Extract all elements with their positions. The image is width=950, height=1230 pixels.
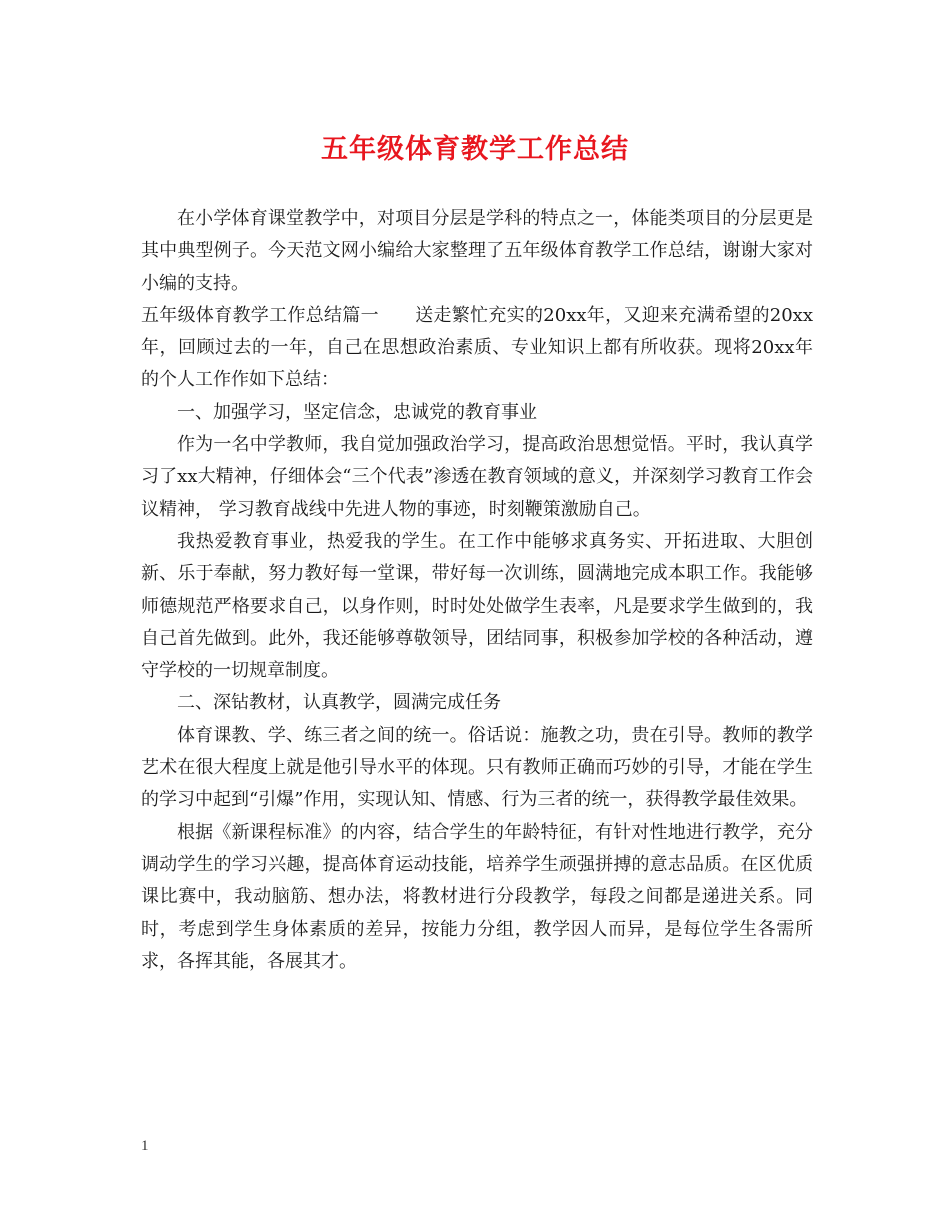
section-opening-text: 送走繁忙充实的20xx年，又迎来充满希望的20xx年，回顾过去的一年，自己在思想政治素质、专业知识上都有所收获。现将20xx年的个人工作作如下总结： [141,304,813,391]
document-body [141,203,813,978]
heading-two: 二、深钻教材，认真教学，圆满完成任务 [177,692,501,714]
intro-paragraph: 在小学体育课堂教学中，对项目分层是学科的特点之一，体能类项目的分层更是其中典型例子。今天范文网小编给大家整理了五年级体育教学工作总结，谢谢大家对小编的支持。 [141,208,813,294]
section-heading: 五年级体育教学工作总结篇一 [141,304,379,326]
paragraph-guidance: 体育课教、学、练三者之间的统一。俗话说：施教之功，贵在引导。教师的教学艺术在很大程度上就是他引导水平的体现。只有教师正确而巧妙的引导，才能在学生的学习中起到“引爆”作用，实现认知、情感、行为三者的统一，获得教学最佳效果。 [141,724,813,811]
paragraph-study: 作为一名中学教师，我自觉加强政治学习，提高政治思想觉悟。平时，我认真学习了xx大精神，仔细体会“三个代表”渗透在教育领域的意义，并深刻学习教育工作会议精神， 学习教育战线中先进人物的事迹，时刻鞭策激励自己。 [141,434,813,520]
paragraph-curriculum: 根据《新课程标准》的内容，结合学生的年龄特征，有针对性地进行教学，充分调动学生的学习兴趣，提高体育运动技能，培养学生顽强拼搏的意志品质。在区优质课比赛中，我动脑筋、想办法，将教材进行分段教学，每段之间都是递进关系。同时，考虑到学生身体素质的差异，按能力分组，教学因人而异，是每位学生各需所求，各挥其能，各展其才。 [141,821,813,972]
document-title: 五年级体育教学工作总结 [321,134,629,165]
paragraph-dedication: 我热爱教育事业，热爱我的学生。在工作中能够求真务实、开拓进取、大胆创新、乐于奉献，努力教好每一堂课，带好每一次训练，圆满地完成本职工作。我能够师德规范严格要求自己，以身作则，时时处处做学生表率，凡是要求学生做到的，我自己首先做到。此外，我还能够尊敬领导，团结同事，积极参加学校的各种活动，遵守学校的一切规章制度。 [141,530,813,682]
heading-one: 一、加强学习，坚定信念，忠诚党的教育事业 [177,401,537,423]
section-paragraph [141,300,813,397]
page-number: 1 [141,1138,149,1154]
